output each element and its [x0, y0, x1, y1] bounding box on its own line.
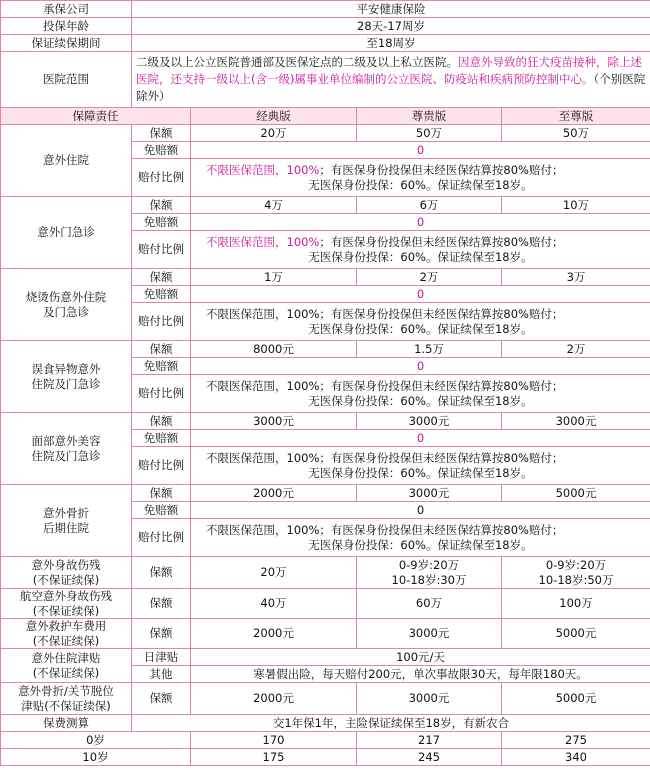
burn-section-label: 烧烫伤意外住院 及门急诊 [1, 269, 132, 341]
death-amount-supreme: 0-9岁:20万 10-18岁:50万 [502, 557, 650, 589]
amount-label: 保额 [132, 125, 191, 142]
allowance-daily-row [1, 649, 650, 666]
facial-amount-classic: 3000元 [191, 413, 357, 430]
hospital-scope-text: 二级及以上公立医院普通部及医保定点的二级及以上私立医院。 [136, 55, 458, 70]
premium-age: 10岁 [1, 749, 191, 766]
allowance-section-label: 意外住院津贴 (不保证续保) [1, 649, 132, 683]
ambulance-amount-classic: 2000元 [191, 619, 357, 649]
ratio-label: 赔付比例 [132, 447, 191, 485]
deductible-label: 免赔额 [132, 214, 191, 231]
premium-note: 交1年保1年，主险保证续保至18岁，有新农合 [132, 715, 650, 732]
outpatient-amount-classic: 4万 [191, 197, 357, 214]
fracture-amount-classic: 2000元 [191, 485, 357, 502]
amount-label: 保额 [132, 683, 191, 715]
death-row [1, 557, 650, 589]
fracture-ratio-text: 不限医保范围，100%；有医保身份投保但未经医保结算按80%赔付； 无医保身份投保：60%。保证续保至18岁。 [191, 519, 650, 557]
insured-unsettled-text: ；有医保身份投保但未经医保结算按80%赔付； [319, 235, 564, 250]
amount-label: 保额 [132, 619, 191, 649]
foreign-amount-premium: 1.5万 [357, 341, 502, 358]
age-row [1, 18, 650, 35]
facial-amount-supreme: 3000元 [502, 413, 650, 430]
foreign-amount-row [1, 341, 650, 358]
fracture-amount-row [1, 485, 650, 502]
facial-amount-row [1, 413, 650, 430]
premium-classic: 170 [191, 732, 357, 749]
foreign-amount-supreme: 2万 [502, 341, 650, 358]
plan-classic-header: 经典版 [191, 108, 357, 125]
foreign-deductible-value: 0 [191, 358, 650, 375]
no-limit-text: 不限医保范围，100% [206, 163, 320, 178]
rabies-vaccine-text: 因意外导致的狂犬疫苗接种，除上述医院，还支持一级以上(含一级)属事业单位编制的公立医院、防疫站和疾病预防控制中心。 [136, 55, 642, 87]
foreign-amount-classic: 8000元 [191, 341, 357, 358]
fracture-deductible-value: 0 [191, 502, 650, 519]
plan-premium-header: 尊贵版 [357, 108, 502, 125]
burn-amount-classic: 1万 [191, 269, 357, 286]
burn-ratio-text: 不限医保范围，100%；有医保身份投保但未经医保结算按80%赔付； 无医保身份投保：60%。保证续保至18岁。 [191, 303, 650, 341]
ambulance-section-label: 意外救护车费用 (不保证续保) [1, 619, 132, 649]
outpatient-ratio-text [191, 231, 650, 269]
premium-label: 保费测算 [1, 715, 132, 732]
inpatient-amount-row [1, 125, 650, 142]
fracture-allowance-supreme: 5000元 [502, 683, 650, 715]
hospital-row [1, 52, 650, 108]
other-allowance-value: 寒暑假出险，每天赔付200元，单次事故限30天，每年限180天。 [191, 666, 650, 683]
inpatient-deductible-value: 0 [191, 142, 650, 159]
outpatient-deductible-value: 0 [191, 214, 650, 231]
outpatient-section-label: 意外门急诊 [1, 197, 132, 269]
burn-deductible-value: 0 [191, 286, 650, 303]
amount-label: 保额 [132, 485, 191, 502]
outpatient-amount-premium: 6万 [357, 197, 502, 214]
deductible-label: 免赔额 [132, 358, 191, 375]
hospital-label: 医院范围 [1, 52, 132, 108]
premium-premium: 217 [357, 732, 502, 749]
amount-label: 保额 [132, 413, 191, 430]
hospital-exception-text: （个别医院除外） [136, 72, 646, 103]
outpatient-amount-supreme: 10万 [502, 197, 650, 214]
ambulance-amount-supreme: 5000元 [502, 619, 650, 649]
daily-allowance-label: 日津贴 [132, 649, 191, 666]
premium-supreme: 340 [502, 749, 650, 766]
insurer-value: 平安健康保险 [132, 1, 650, 18]
amount-label: 保额 [132, 197, 191, 214]
ratio-label: 赔付比例 [132, 159, 191, 197]
aviation-amount-classic: 40万 [191, 589, 357, 619]
premium-classic: 175 [191, 749, 357, 766]
foreign-ratio-text: 不限医保范围，100%；有医保身份投保但未经医保结算按80%赔付； 无医保身份投保：60%。保证续保至18岁。 [191, 375, 650, 413]
age-value: 28天-17周岁 [132, 18, 650, 35]
inpatient-ratio-text [191, 159, 650, 197]
facial-deductible-value: 0 [191, 430, 650, 447]
fracture-allowance-row [1, 683, 650, 715]
death-amount-premium: 0-9岁:20万 10-18岁:30万 [357, 557, 502, 589]
burn-amount-supreme: 3万 [502, 269, 650, 286]
renew-value: 至18周岁 [132, 35, 650, 52]
fracture-amount-premium: 3000元 [357, 485, 502, 502]
facial-section-label: 面部意外美容 住院及门急诊 [1, 413, 132, 485]
fracture-section-label: 意外骨折 后期住院 [1, 485, 132, 557]
fracture-allowance-premium: 3000元 [357, 683, 502, 715]
renew-row [1, 35, 650, 52]
premium-premium: 245 [357, 749, 502, 766]
amount-label: 保额 [132, 589, 191, 619]
premium-row-age10 [1, 749, 650, 766]
premium-supreme: 275 [502, 732, 650, 749]
ambulance-row [1, 619, 650, 649]
burn-amount-premium: 2万 [357, 269, 502, 286]
plan-supreme-header: 至尊版 [502, 108, 650, 125]
burn-amount-row [1, 269, 650, 286]
insurer-label: 承保公司 [1, 1, 132, 18]
premium-row-age0 [1, 732, 650, 749]
inpatient-amount-premium: 50万 [357, 125, 502, 142]
coverage-header: 保障责任 [1, 108, 191, 125]
fracture-allowance-label: 意外骨折/关节脱位 津贴(不保证续保) [1, 683, 132, 715]
aviation-section-label: 航空意外身故伤残 (不保证续保) [1, 589, 132, 619]
inpatient-amount-classic: 20万 [191, 125, 357, 142]
hospital-description [132, 52, 650, 108]
deductible-label: 免赔额 [132, 430, 191, 447]
ratio-label: 赔付比例 [132, 231, 191, 269]
fracture-allowance-classic: 2000元 [191, 683, 357, 715]
daily-allowance-value: 100元/天 [191, 649, 650, 666]
facial-ratio-text: 不限医保范围，100%；有医保身份投保但未经医保结算按80%赔付； 无医保身份投保：60%。保证续保至18岁。 [191, 447, 650, 485]
ratio-label: 赔付比例 [132, 375, 191, 413]
other-label: 其他 [132, 666, 191, 683]
no-social-insurance-text: 无医保身份投保：60%。保证续保至18岁。 [308, 249, 533, 264]
amount-label: 保额 [132, 341, 191, 358]
aviation-amount-supreme: 100万 [502, 589, 650, 619]
death-amount-classic: 20万 [191, 557, 357, 589]
ratio-label: 赔付比例 [132, 519, 191, 557]
amount-label: 保额 [132, 557, 191, 589]
foreign-section-label: 误食异物意外 住院及门急诊 [1, 341, 132, 413]
insured-unsettled-text: ；有医保身份投保但未经医保结算按80%赔付； [319, 163, 564, 178]
no-limit-text: 不限医保范围，100% [206, 235, 320, 250]
age-label: 投保年龄 [1, 18, 132, 35]
deductible-label: 免赔额 [132, 286, 191, 303]
deductible-label: 免赔额 [132, 502, 191, 519]
amount-label: 保额 [132, 269, 191, 286]
aviation-amount-premium: 60万 [357, 589, 502, 619]
ratio-label: 赔付比例 [132, 303, 191, 341]
inpatient-amount-supreme: 50万 [502, 125, 650, 142]
no-social-insurance-text: 无医保身份投保：60%。保证续保至18岁。 [308, 177, 533, 192]
premium-header-row [1, 715, 650, 732]
death-section-label: 意外身故伤残 (不保证续保) [1, 557, 132, 589]
aviation-row [1, 589, 650, 619]
premium-age: 0岁 [1, 732, 191, 749]
renew-label: 保证续保期间 [1, 35, 132, 52]
ambulance-amount-premium: 3000元 [357, 619, 502, 649]
coverage-header-row [1, 108, 650, 125]
fracture-amount-supreme: 5000元 [502, 485, 650, 502]
outpatient-amount-row [1, 197, 650, 214]
facial-amount-premium: 3000元 [357, 413, 502, 430]
insurer-row [1, 1, 650, 18]
deductible-label: 免赔额 [132, 142, 191, 159]
inpatient-section-label: 意外住院 [1, 125, 132, 197]
